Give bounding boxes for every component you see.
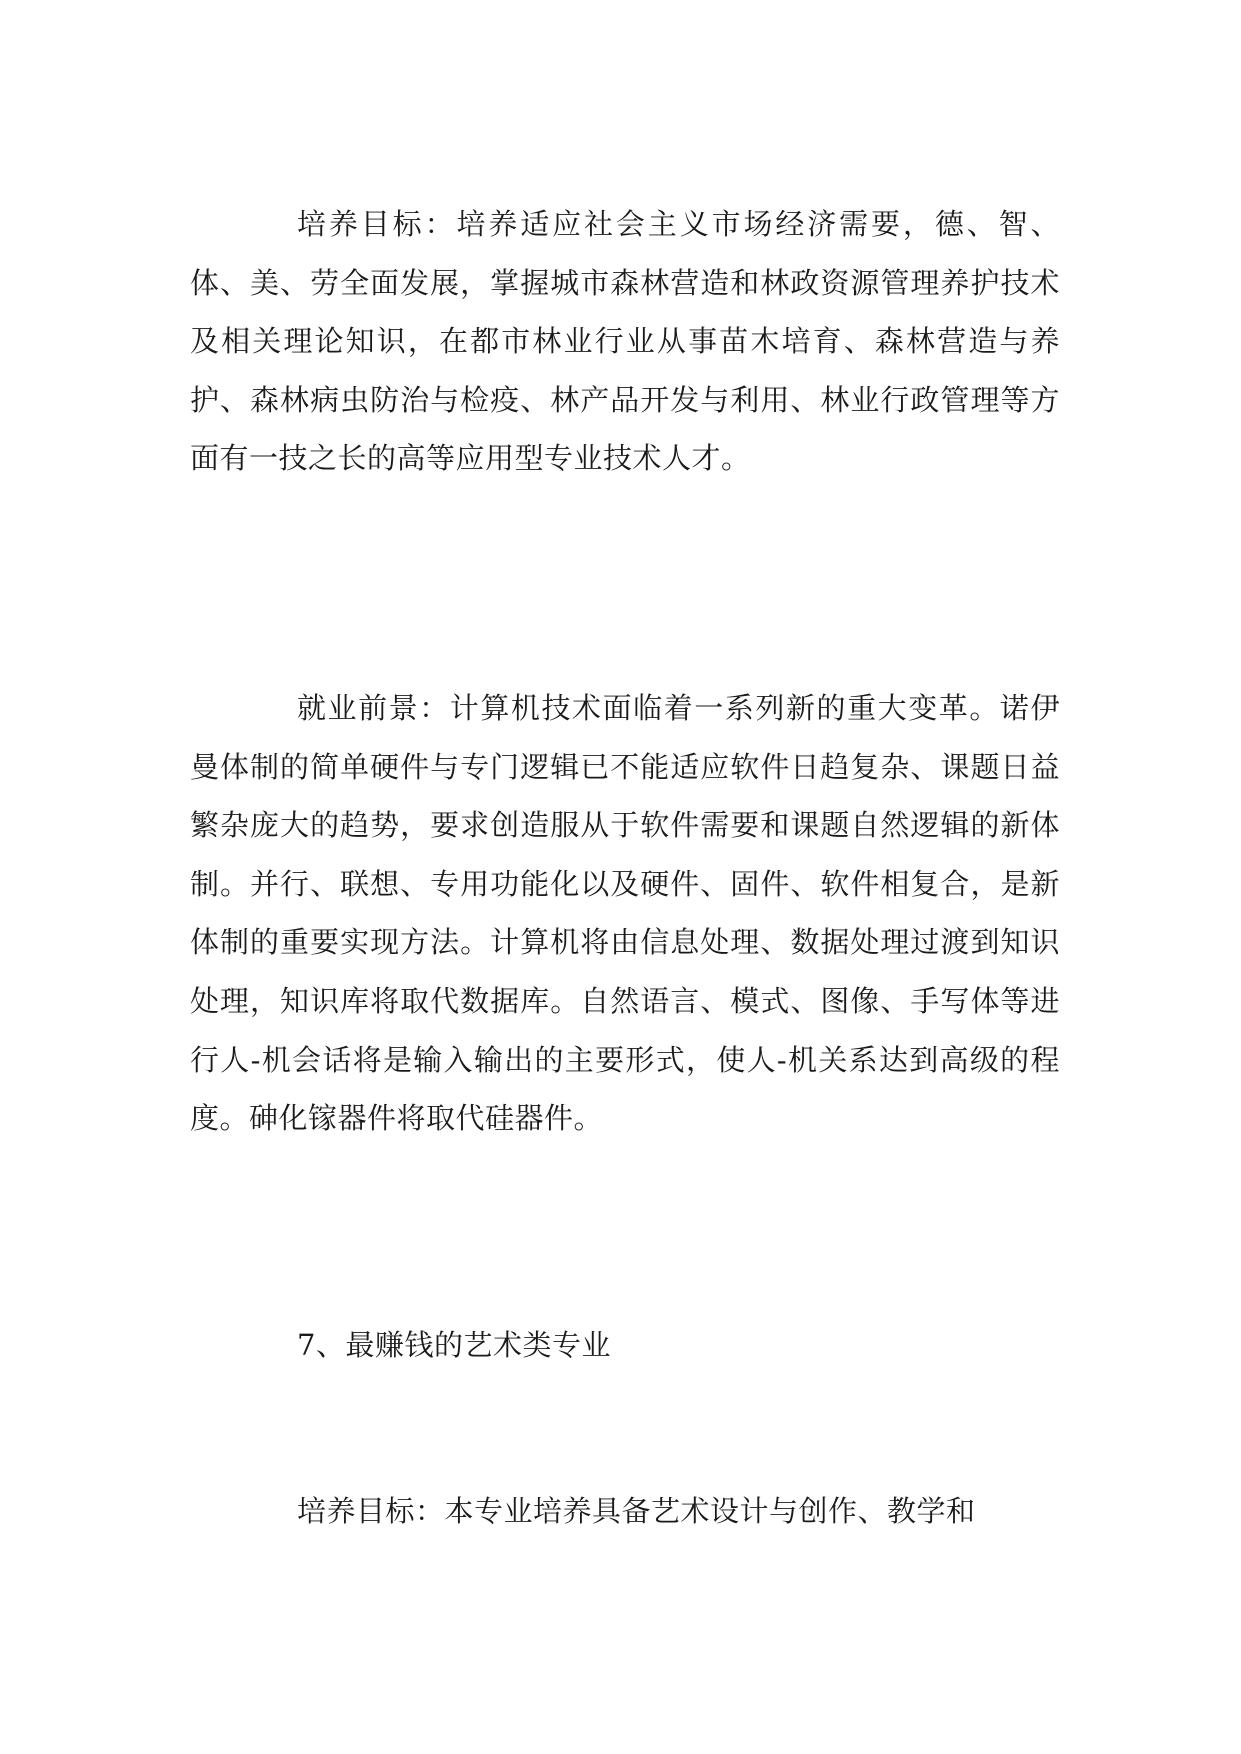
section-heading: 7、最赚钱的艺术类专业 [297,1328,611,1362]
paragraph-training-goal-art: 培养目标：本专业培养具备艺术设计与创作、教学和 [297,1494,976,1528]
paragraph-training-goal-forestry: 培养目标：培养适应社会主义市场经济需要，德、智、体、美、劳全面发展，掌握城市森林营造和林政资源管理养护技术及相关理论知识，在都市林业行业从事苗木培育、森林营造与养护、森林病虫防治与检疫、林产品开发与利用、林业行政管理等方面有一技之长的高等应用型专业技术人才。 [190,207,1060,476]
paragraph-employment-prospects: 就业前景：计算机技术面临着一系列新的重大变革。诺伊曼体制的简单硬件与专门逻辑已不能适应软件日趋复杂、课题日益繁杂庞大的趋势，要求创造服从于软件需要和课题自然逻辑的新体制。并行、联想、专用功能化以及硬件、固件、软件相复合，是新体制的重要实现方法。计算机将由信息处理、数据处理过渡到知识处理，知识库将取代数据库。自然语言、模式、图像、手写体等进行人-机会话将是输入输出的主要形式，使人-机关系达到高级的程度。砷化镓器件将取代硅器件。 [190,691,1060,1136]
